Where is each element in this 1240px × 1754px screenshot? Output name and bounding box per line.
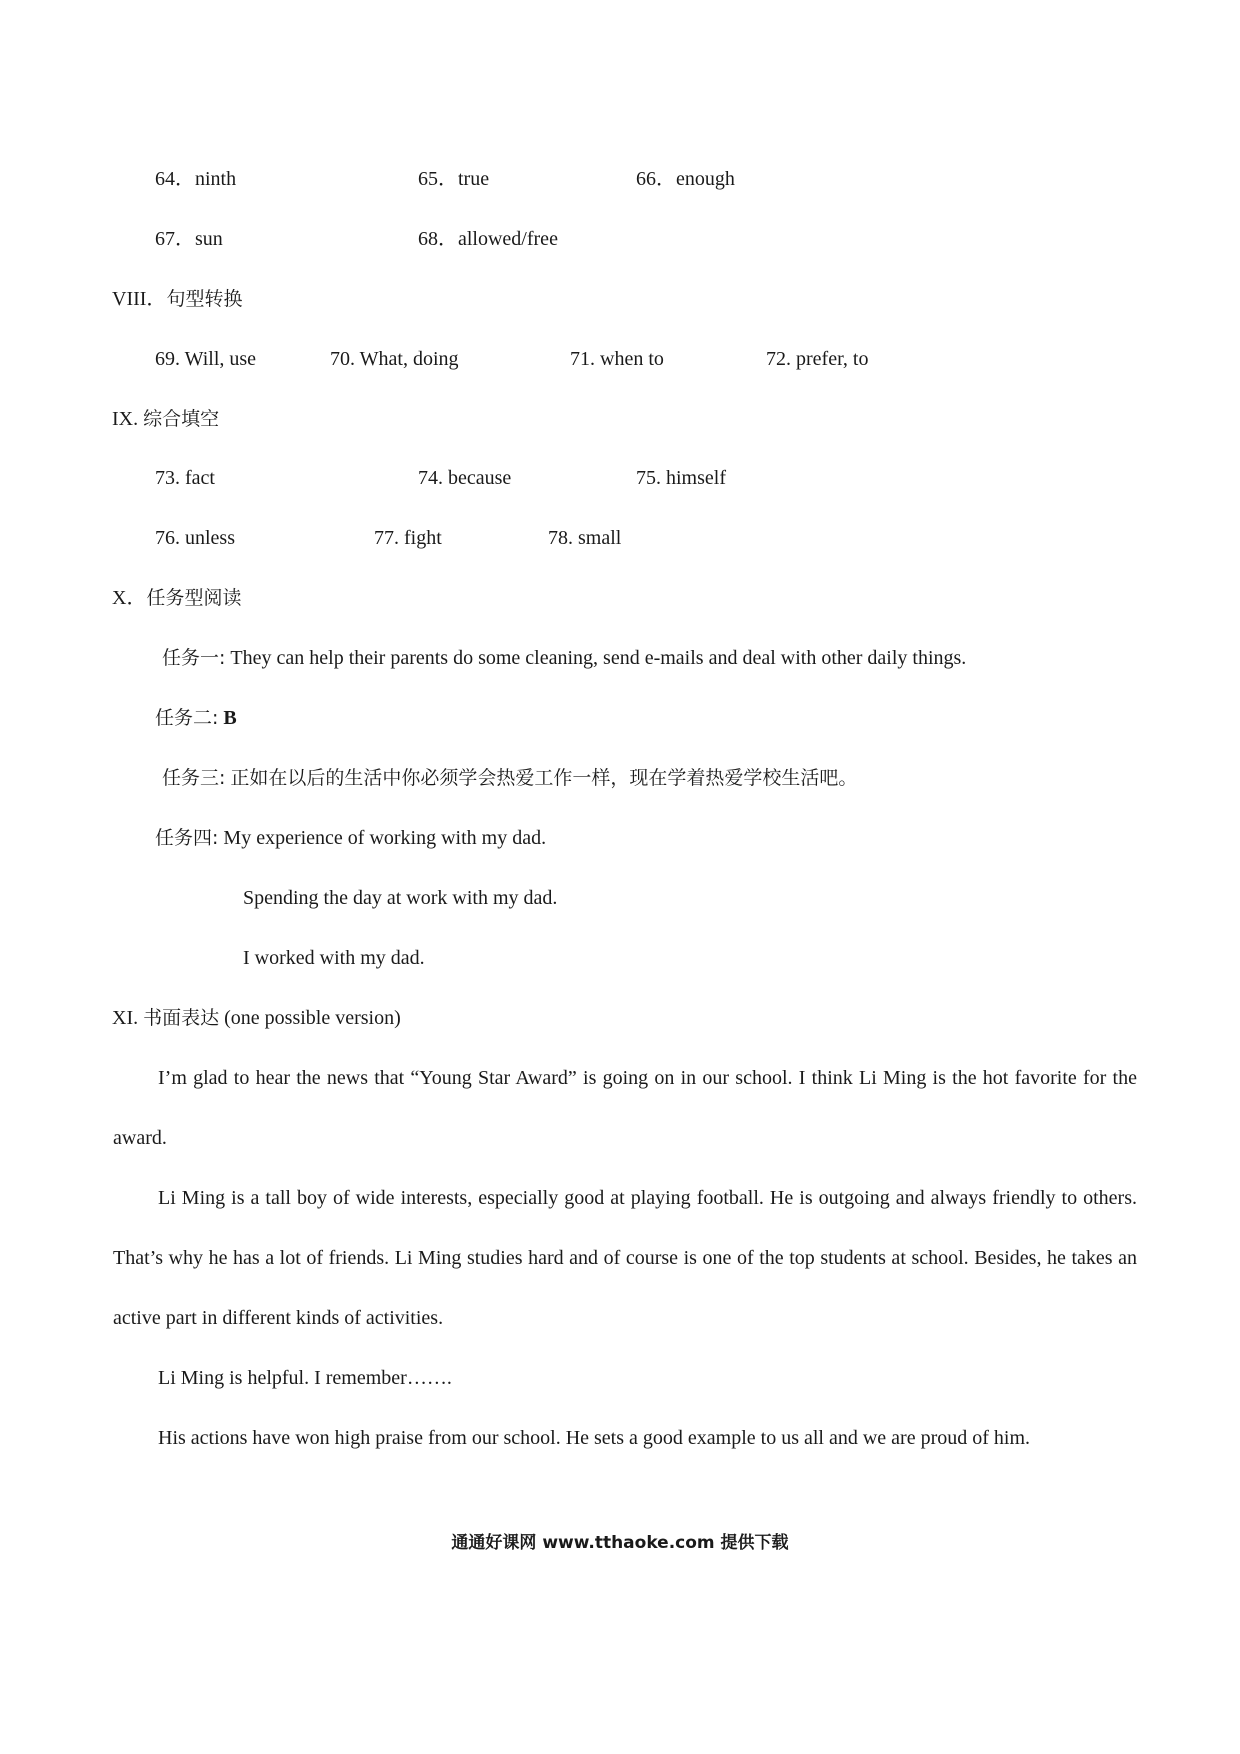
task-4-answer-2: Spending the day at work with my dad. xyxy=(243,887,558,909)
answer-71: 71. when to xyxy=(570,348,664,370)
answer-74: 74. because xyxy=(418,467,512,489)
essay-paragraph-3 xyxy=(113,1348,1137,1408)
section-11-number: XI. xyxy=(112,1007,139,1029)
section-9-number: IX. xyxy=(112,408,139,430)
section-10-title: 任务型阅读 xyxy=(146,587,242,609)
task-1-label: 任务一: xyxy=(162,647,226,669)
answer-72: 72. prefer, to xyxy=(766,348,869,370)
answer-68: 68．allowed/free xyxy=(418,228,558,250)
answer-75: 75. himself xyxy=(636,467,726,489)
essay-paragraph-2-text: Li Ming is a tall boy of wide interests, especially good at playing football. He is outgoing and always friendly to others. That’s why he has a lot of friends. Li Ming studies hard and of course is one of the top students at school. Besides, he takes an active part in different kinds of activities. xyxy=(113,1187,1137,1329)
section-11-title: 书面表达 xyxy=(143,1007,220,1029)
section-11-note: (one possible version) xyxy=(224,1007,401,1029)
section-9-title: 综合填空 xyxy=(143,408,220,430)
answer-73: 73. fact xyxy=(155,467,215,489)
answer-66: 66．enough xyxy=(636,168,735,190)
task-1-answer: They can help their parents do some cleaning, send e-mails and deal with other daily things. xyxy=(230,647,967,669)
section-10-heading xyxy=(112,586,241,610)
answer-64: 64．ninth xyxy=(155,168,237,190)
essay-paragraph-2 xyxy=(113,1168,1137,1348)
essay-paragraph-4 xyxy=(113,1408,1137,1468)
task-2-label: 任务二: xyxy=(155,707,219,729)
answer-69: 69. Will, use xyxy=(155,348,257,370)
answer-65: 65．true xyxy=(418,168,490,190)
answer-70: 70. What, doing xyxy=(330,348,459,370)
section-11-heading xyxy=(112,1006,401,1030)
task-4-answer-1: My experience of working with my dad. xyxy=(223,827,547,849)
section-8-number: VIII． xyxy=(112,288,167,310)
answer-67: 67．sun xyxy=(155,228,223,250)
answer-78: 78. small xyxy=(548,527,622,549)
section-10-number: X． xyxy=(112,587,147,609)
task-4-answer-3: I worked with my dad. xyxy=(243,947,425,969)
section-8-title: 句型转换 xyxy=(166,288,243,310)
essay-paragraph-3-text: Li Ming is helpful. I remember……. xyxy=(158,1367,452,1389)
task-4 xyxy=(155,826,546,850)
section-9-heading xyxy=(112,407,219,431)
task-2-answer: B xyxy=(223,707,237,729)
task-3 xyxy=(162,766,857,790)
task-3-answer: 正如在以后的生活中你必须学会热爱工作一样，现在学着热爱学校生活吧。 xyxy=(230,767,858,789)
task-2 xyxy=(155,706,237,730)
answer-76: 76. unless xyxy=(155,527,235,549)
essay-paragraph-1-text: I’m glad to hear the news that “Young Star Award” is going on in our school. I think Li Ming is the hot favorite for the award. xyxy=(113,1067,1137,1149)
answer-77: 77. fight xyxy=(374,527,442,549)
page-footer: 通通好课网 www.tthaoke.com 提供下载 xyxy=(451,1533,789,1553)
task-1 xyxy=(162,646,966,670)
task-4-label: 任务四: xyxy=(155,827,219,849)
essay-paragraph-1 xyxy=(113,1048,1137,1168)
essay-paragraph-4-text: His actions have won high praise from our school. He sets a good example to us all and we are proud of him. xyxy=(158,1427,1031,1449)
section-8-heading xyxy=(112,287,242,311)
task-3-label: 任务三: xyxy=(162,767,226,789)
